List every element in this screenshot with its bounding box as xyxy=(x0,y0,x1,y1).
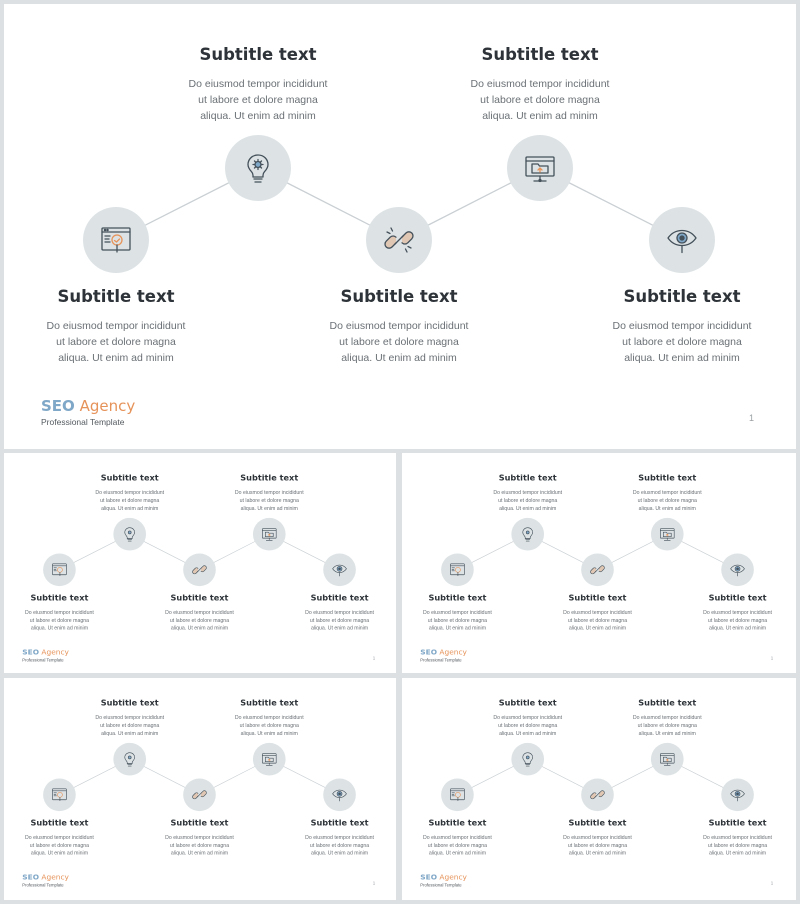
item-description: Do eiusmod tempor incididunt ut labore et dolore magna aliqua. Ut enim ad minim xyxy=(470,78,610,122)
item-block-4 xyxy=(145,818,254,858)
broken-link-icon xyxy=(589,561,606,578)
item-block-4 xyxy=(145,593,254,633)
slide-content xyxy=(402,453,794,673)
item-description: Do eiusmod tempor incididunt ut labore et dolore magna aliqua. Ut enim ad minim xyxy=(632,489,702,512)
item-block-4 xyxy=(289,286,509,366)
item-block-5 xyxy=(572,286,792,366)
slide-thumbnail-3[interactable] xyxy=(4,678,396,900)
item-title: Subtitle text xyxy=(498,473,557,483)
item-block-3 xyxy=(403,818,512,858)
slide-content xyxy=(402,678,794,898)
brand-wordmark xyxy=(22,872,69,881)
item-block-5 xyxy=(683,818,792,858)
item-block-5 xyxy=(683,593,792,633)
monitor-folder-upload-icon xyxy=(261,526,278,543)
icon-circle-link xyxy=(183,778,216,811)
slide-main[interactable] xyxy=(4,4,796,449)
icon-circle-link xyxy=(183,553,216,586)
item-title: Subtitle text xyxy=(100,698,159,708)
icon-circle-eye xyxy=(721,553,754,586)
broken-link-icon xyxy=(191,561,208,578)
page-number: 1 xyxy=(770,655,774,661)
broken-link-icon xyxy=(589,786,606,803)
icon-circle-eye xyxy=(721,778,754,811)
icon-circle-eye xyxy=(323,553,356,586)
item-title: Subtitle text xyxy=(638,698,697,708)
icon-circle-lightbulb xyxy=(511,743,544,776)
brand-seo: SEO xyxy=(41,397,75,415)
item-block-3 xyxy=(5,593,114,633)
brand-agency: Agency xyxy=(439,872,467,882)
brand-seo: SEO xyxy=(22,647,40,657)
brand-logo xyxy=(22,647,69,662)
item-title: Subtitle text xyxy=(310,818,369,828)
brand-logo xyxy=(420,647,467,662)
icon-circle-browser xyxy=(43,553,76,586)
item-title: Subtitle text xyxy=(199,45,317,64)
eye-search-icon xyxy=(665,223,699,257)
item-title: Subtitle text xyxy=(340,287,458,306)
page-number: 1 xyxy=(770,880,774,886)
brand-tagline: Professional Template xyxy=(41,417,125,427)
brand-logo xyxy=(22,872,69,887)
icon-circle-lightbulb xyxy=(225,135,291,201)
icon-circle-monitor xyxy=(507,135,573,201)
icon-circle-link xyxy=(366,207,432,273)
item-block-3 xyxy=(5,818,114,858)
browser-search-icon xyxy=(449,786,466,803)
item-title: Subtitle text xyxy=(568,593,627,603)
slide-thumbnail-1[interactable] xyxy=(4,453,396,673)
item-title: Subtitle text xyxy=(708,818,767,828)
broken-link-icon xyxy=(382,223,416,257)
lightbulb-gear-icon xyxy=(519,751,536,768)
brand-tagline: Professional Template xyxy=(22,657,64,663)
item-title: Subtitle text xyxy=(30,818,89,828)
item-title: Subtitle text xyxy=(240,473,299,483)
icon-circle-link xyxy=(581,778,614,811)
item-block-4 xyxy=(543,593,652,633)
brand-tagline: Professional Template xyxy=(420,657,462,663)
item-title: Subtitle text xyxy=(170,818,229,828)
monitor-folder-upload-icon xyxy=(659,751,676,768)
broken-link-icon xyxy=(191,786,208,803)
monitor-folder-upload-icon xyxy=(659,526,676,543)
page-number: 1 xyxy=(748,413,754,423)
item-description: Do eiusmod tempor incididunt ut labore et dolore magna aliqua. Ut enim ad minim xyxy=(423,609,492,632)
lightbulb-gear-icon xyxy=(121,751,138,768)
item-block-2 xyxy=(613,698,722,738)
item-description: Do eiusmod tempor incididunt ut labore et dolore magna aliqua. Ut enim ad minim xyxy=(612,320,752,364)
browser-search-icon xyxy=(51,561,68,578)
item-title: Subtitle text xyxy=(708,593,767,603)
icon-circle-link xyxy=(581,553,614,586)
slide-content xyxy=(4,453,396,673)
brand-wordmark xyxy=(420,647,467,656)
icon-circle-monitor xyxy=(651,518,684,551)
item-title: Subtitle text xyxy=(623,287,741,306)
item-description: Do eiusmod tempor incididunt ut labore et dolore magna aliqua. Ut enim ad minim xyxy=(493,489,563,512)
item-description: Do eiusmod tempor incididunt ut labore et dolore magna aliqua. Ut enim ad minim xyxy=(563,609,632,632)
lightbulb-gear-icon xyxy=(121,526,138,543)
item-description: Do eiusmod tempor incididunt ut labore et dolore magna aliqua. Ut enim ad minim xyxy=(632,714,702,737)
item-title: Subtitle text xyxy=(568,818,627,828)
item-description: Do eiusmod tempor incididunt ut labore et dolore magna aliqua. Ut enim ad minim xyxy=(165,609,234,632)
icon-circle-lightbulb xyxy=(511,518,544,551)
eye-search-icon xyxy=(729,561,746,578)
item-description: Do eiusmod tempor incididunt ut labore et dolore magna aliqua. Ut enim ad minim xyxy=(234,714,304,737)
item-description: Do eiusmod tempor incididunt ut labore et dolore magna aliqua. Ut enim ad minim xyxy=(25,834,94,857)
brand-wordmark xyxy=(22,647,69,656)
item-title: Subtitle text xyxy=(57,287,175,306)
page-number: 1 xyxy=(372,880,376,886)
item-title: Subtitle text xyxy=(428,818,487,828)
item-block-3 xyxy=(403,593,512,633)
item-description: Do eiusmod tempor incididunt ut labore et dolore magna aliqua. Ut enim ad minim xyxy=(423,834,492,857)
item-description: Do eiusmod tempor incididunt ut labore et dolore magna aliqua. Ut enim ad minim xyxy=(563,834,632,857)
item-description: Do eiusmod tempor incididunt ut labore et dolore magna aliqua. Ut enim ad minim xyxy=(95,714,165,737)
item-block-1 xyxy=(473,698,582,738)
slide-thumbnail-2[interactable] xyxy=(402,453,796,673)
icon-circle-browser xyxy=(43,778,76,811)
item-block-1 xyxy=(148,44,368,124)
brand-seo: SEO xyxy=(420,647,438,657)
item-description: Do eiusmod tempor incididunt ut labore et dolore magna aliqua. Ut enim ad minim xyxy=(95,489,165,512)
brand-tagline: Professional Template xyxy=(420,882,462,888)
icon-circle-browser xyxy=(441,778,474,811)
item-block-5 xyxy=(285,593,394,633)
lightbulb-gear-icon xyxy=(241,151,275,185)
brand-logo xyxy=(420,872,467,887)
item-title: Subtitle text xyxy=(498,698,557,708)
item-description: Do eiusmod tempor incididunt ut labore et dolore magna aliqua. Ut enim ad minim xyxy=(493,714,563,737)
item-title: Subtitle text xyxy=(30,593,89,603)
eye-search-icon xyxy=(331,786,348,803)
lightbulb-gear-icon xyxy=(519,526,536,543)
slide-thumbnail-4[interactable] xyxy=(402,678,796,900)
item-description: Do eiusmod tempor incididunt ut labore et dolore magna aliqua. Ut enim ad minim xyxy=(234,489,304,512)
item-description: Do eiusmod tempor incididunt ut labore et dolore magna aliqua. Ut enim ad minim xyxy=(305,609,374,632)
item-description: Do eiusmod tempor incididunt ut labore et dolore magna aliqua. Ut enim ad minim xyxy=(25,609,94,632)
brand-seo: SEO xyxy=(22,872,40,882)
icon-circle-monitor xyxy=(253,743,286,776)
eye-search-icon xyxy=(729,786,746,803)
browser-search-icon xyxy=(99,223,133,257)
item-title: Subtitle text xyxy=(638,473,697,483)
item-block-1 xyxy=(473,473,582,513)
icon-circle-eye xyxy=(649,207,715,273)
icon-circle-eye xyxy=(323,778,356,811)
item-title: Subtitle text xyxy=(481,45,599,64)
item-block-2 xyxy=(215,698,324,738)
browser-search-icon xyxy=(51,786,68,803)
monitor-folder-upload-icon xyxy=(261,751,278,768)
item-block-1 xyxy=(75,473,184,513)
brand-logo xyxy=(41,397,135,427)
item-description: Do eiusmod tempor incididunt ut labore et dolore magna aliqua. Ut enim ad minim xyxy=(165,834,234,857)
item-title: Subtitle text xyxy=(428,593,487,603)
brand-agency: Agency xyxy=(439,647,467,657)
icon-circle-browser xyxy=(441,553,474,586)
item-title: Subtitle text xyxy=(170,593,229,603)
brand-seo: SEO xyxy=(420,872,438,882)
item-description: Do eiusmod tempor incididunt ut labore et dolore magna aliqua. Ut enim ad minim xyxy=(305,834,374,857)
brand-agency: Agency xyxy=(41,872,69,882)
item-description: Do eiusmod tempor incididunt ut labore et dolore magna aliqua. Ut enim ad minim xyxy=(703,834,772,857)
icon-circle-browser xyxy=(83,207,149,273)
item-block-4 xyxy=(543,818,652,858)
item-description: Do eiusmod tempor incididunt ut labore et dolore magna aliqua. Ut enim ad minim xyxy=(329,320,469,364)
item-block-3 xyxy=(6,286,226,366)
brand-agency: Agency xyxy=(79,397,136,415)
item-block-2 xyxy=(430,44,650,124)
icon-circle-lightbulb xyxy=(113,518,146,551)
page-number: 1 xyxy=(372,655,376,661)
brand-tagline: Professional Template xyxy=(22,882,64,888)
item-title: Subtitle text xyxy=(310,593,369,603)
brand-agency: Agency xyxy=(41,647,69,657)
item-title: Subtitle text xyxy=(100,473,159,483)
brand-wordmark xyxy=(420,872,467,881)
item-block-2 xyxy=(613,473,722,513)
monitor-folder-upload-icon xyxy=(523,151,557,185)
item-description: Do eiusmod tempor incididunt ut labore et dolore magna aliqua. Ut enim ad minim xyxy=(703,609,772,632)
icon-circle-monitor xyxy=(253,518,286,551)
item-block-1 xyxy=(75,698,184,738)
eye-search-icon xyxy=(331,561,348,578)
item-block-2 xyxy=(215,473,324,513)
icon-circle-lightbulb xyxy=(113,743,146,776)
item-description: Do eiusmod tempor incididunt ut labore et dolore magna aliqua. Ut enim ad minim xyxy=(188,78,328,122)
icon-circle-monitor xyxy=(651,743,684,776)
item-block-5 xyxy=(285,818,394,858)
browser-search-icon xyxy=(449,561,466,578)
brand-wordmark xyxy=(41,397,135,415)
item-description: Do eiusmod tempor incididunt ut labore et dolore magna aliqua. Ut enim ad minim xyxy=(46,320,186,364)
item-title: Subtitle text xyxy=(240,698,299,708)
slide-content xyxy=(4,678,396,898)
slide-content xyxy=(4,4,796,449)
